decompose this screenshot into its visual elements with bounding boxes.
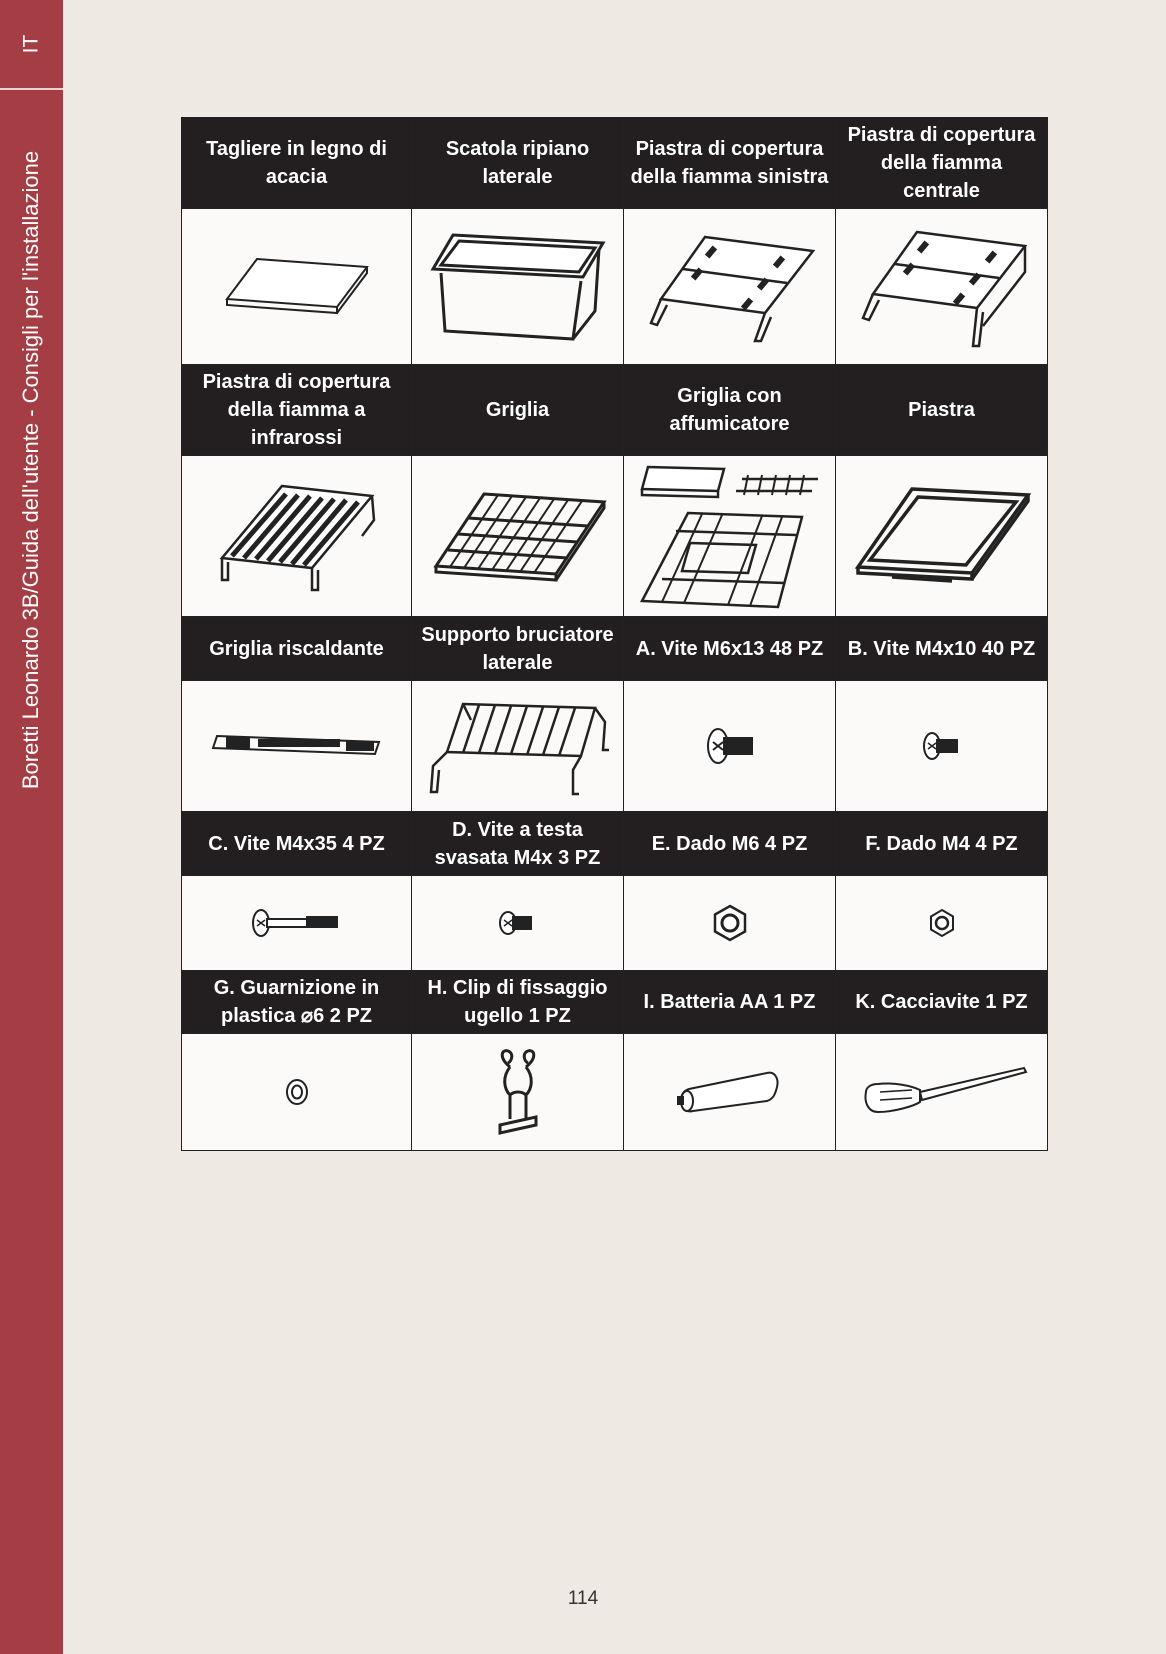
plastic-washer-icon	[282, 1077, 312, 1107]
sidebar-title-container	[0, 100, 63, 840]
part-label: G. Guarnizione in plastica ⌀6 2 PZ	[182, 971, 412, 1034]
part-image-cell	[412, 1034, 624, 1151]
language-code: IT	[19, 34, 43, 54]
part-image-cell	[624, 681, 836, 812]
part-label: Griglia	[412, 365, 624, 456]
screw-m6-icon	[700, 724, 760, 768]
part-image-cell	[412, 209, 624, 365]
part-label: K. Cacciavite 1 PZ	[836, 971, 1048, 1034]
side-shelf-box-icon	[423, 227, 613, 347]
part-image-cell	[836, 209, 1048, 365]
griddle-plate-icon	[852, 481, 1032, 591]
screwdriver-icon	[854, 1062, 1030, 1122]
part-label: B. Vite M4x10 40 PZ	[836, 617, 1048, 681]
infrared-flame-cover-icon	[212, 476, 382, 596]
language-tab	[0, 0, 63, 88]
page-number: 114	[567, 1588, 599, 1609]
screw-m4-icon	[920, 728, 964, 764]
part-label: Supporto bruciatore laterale	[412, 617, 624, 681]
part-image-cell	[412, 681, 624, 812]
part-label: H. Clip di fissaggio ugello 1 PZ	[412, 971, 624, 1034]
part-label: Piastra di copertura della fiamma centrale	[836, 118, 1048, 209]
countersunk-screw-icon	[496, 905, 540, 941]
grill-grate-icon	[428, 486, 608, 586]
part-label: F. Dado M4 4 PZ	[836, 812, 1048, 876]
part-label: Piastra di copertura della fiamma sinistra	[624, 118, 836, 209]
part-label: Griglia riscaldante	[182, 617, 412, 681]
part-label: Scatola ripiano laterale	[412, 118, 624, 209]
nozzle-clip-icon	[488, 1047, 548, 1137]
cutting-board-icon	[217, 247, 377, 327]
part-image-cell	[624, 209, 836, 365]
part-label: C. Vite M4x35 4 PZ	[182, 812, 412, 876]
part-label: I. Batteria AA 1 PZ	[624, 971, 836, 1034]
part-label: Tagliere in legno di acacia	[182, 118, 412, 209]
part-label: Piastra di copertura della fiamma a infrarossi	[182, 365, 412, 456]
sidebar-divider	[0, 88, 63, 90]
nut-m4-icon	[927, 908, 957, 938]
part-label: D. Vite a testa svasata M4x 3 PZ	[412, 812, 624, 876]
part-image-cell	[412, 456, 624, 617]
nut-m6-icon	[710, 903, 750, 943]
flame-cover-center-icon	[857, 222, 1027, 352]
part-image-cell	[182, 681, 412, 812]
sidebar-title: Boretti Leonardo 3B/Guida dell'utente - Consigli per l'installazione	[18, 150, 43, 790]
long-screw-icon	[247, 905, 347, 941]
part-image-cell	[836, 456, 1048, 617]
part-image-cell	[624, 1034, 836, 1151]
warming-rack-icon	[207, 726, 387, 766]
part-image-cell	[182, 876, 412, 971]
part-image-cell	[182, 1034, 412, 1151]
smoker-grate-icon	[632, 461, 828, 611]
part-image-cell	[836, 876, 1048, 971]
part-image-cell	[182, 456, 412, 617]
part-label: Griglia con affumicatore	[624, 365, 836, 456]
part-image-cell	[836, 681, 1048, 812]
side-burner-support-icon	[423, 696, 613, 796]
part-label: Piastra	[836, 365, 1048, 456]
part-image-cell	[182, 209, 412, 365]
aa-battery-icon	[675, 1067, 785, 1117]
part-image-cell	[836, 1034, 1048, 1151]
sidebar	[0, 0, 63, 1654]
part-image-cell	[412, 876, 624, 971]
part-label: A. Vite M6x13 48 PZ	[624, 617, 836, 681]
flame-cover-left-icon	[645, 227, 815, 347]
part-image-cell	[624, 876, 836, 971]
parts-table	[181, 117, 1048, 1151]
part-image-cell	[624, 456, 836, 617]
part-label: E. Dado M6 4 PZ	[624, 812, 836, 876]
